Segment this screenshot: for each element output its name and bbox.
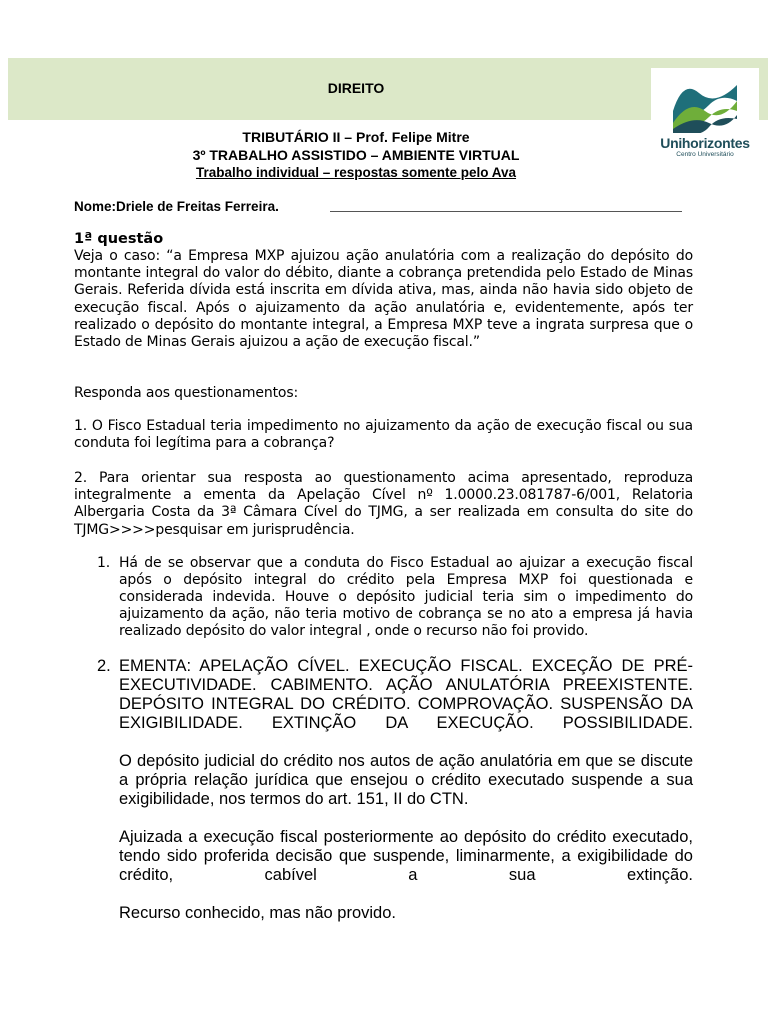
assignment-title: 3º TRABALHO ASSISTIDO – AMBIENTE VIRTUAL [192, 147, 520, 163]
instructions-line: Trabalho individual – respostas somente pelo Ava [195, 165, 517, 180]
logo-subtitle: Centro Universitário [676, 151, 734, 158]
answer-2-number: 2. [97, 657, 111, 675]
ajuizada-paragraph: Ajuizada a execução fiscal posteriormente ao depósito do crédito executado, tendo sido proferida decisão que suspende, liminarmente, a exigibilidade do crédito, cabível a sua extinção. [119, 828, 693, 884]
name-underline [330, 211, 682, 212]
course-title: TRIBUTÁRIO II – Prof. Felipe Mitre [242, 129, 470, 145]
respond-text: Responda aos questionamentos: [74, 385, 299, 401]
answer-1-text: Há de se observar que a conduta do Fisco Estadual ao ajuizar a execução fiscal após o depósito integral do crédito pela Empresa MXP foi questionada e considerada indevida. Houve o depósito judicial teria sim o impedimento do ajuizamento da ação, não teria motivo de cobrança se no ato a empresa já havia realizado depósito do valor integral , onde o recurso não foi provido. [119, 555, 693, 639]
recurso-paragraph: Recurso conhecido, mas não provido. [119, 904, 396, 922]
logo-name: Unihorizontes [660, 135, 750, 151]
question-1: 1. O Fisco Estadual teria impedimento no ajuizamento da ação de execução fiscal ou sua conduta foi legítima para a cobrança? [74, 418, 693, 452]
deposito-paragraph: O depósito judicial do crédito nos autos de ação anulatória em que se discute a própria relação jurídica que ensejou o crédito executado suspende a sua exigibilidade, nos termos do art. 151, II do CTN. [119, 752, 693, 808]
answer-1-number: 1. [97, 555, 111, 571]
question-title: 1ª questão [74, 231, 164, 247]
case-text: Veja o caso: “a Empresa MXP ajuizou ação anulatória com a realização do depósito do montante integral do valor do débito, diante a cobrança pretendida pelo Estado de Minas Gerais. Referida dívida está inscrita em dívida ativa, mas, ainda não havia sido objeto de execução fiscal. Após o ajuizamento da ação anulatória e, evidentemente, após ter realizado o depósito do montante integral, a Empresa MXP teve a ingrata surpresa que o Estado de Minas Gerais ajuizou a ação de execução fiscal.” [74, 248, 693, 351]
subject-title: DIREITO [327, 80, 385, 96]
ementa-text: EMENTA: APELAÇÃO CÍVEL. EXECUÇÃO FISCAL. EXCEÇÃO DE PRÉ-EXECUTIVIDADE. CABIMENTO. AÇÃO ANULATÓRIA PREEXISTENTE. DEPÓSITO INTEGRAL DO CRÉDITO. COMPROVAÇÃO. SUSPENSÃO DA EXIGIBILIDADE. EXTINÇÃO DA EXECUÇÃO. POSSIBILIDADE. [119, 657, 693, 732]
question-2: 2. Para orientar sua resposta ao questionamento acima apresentado, reproduza integralmente a ementa da Apelação Cível nº 1.0000.23.081787-6/001, Relatoria Albergaria Costa da 3ª Câmara Cível do TJMG, a ser realizada em consulta do site do TJMG>>>>pesquisar em jurisprudência. [74, 470, 693, 538]
student-name: Nome:Driele de Freitas Ferreira. [74, 199, 279, 214]
logo-mark-icon [669, 71, 741, 133]
